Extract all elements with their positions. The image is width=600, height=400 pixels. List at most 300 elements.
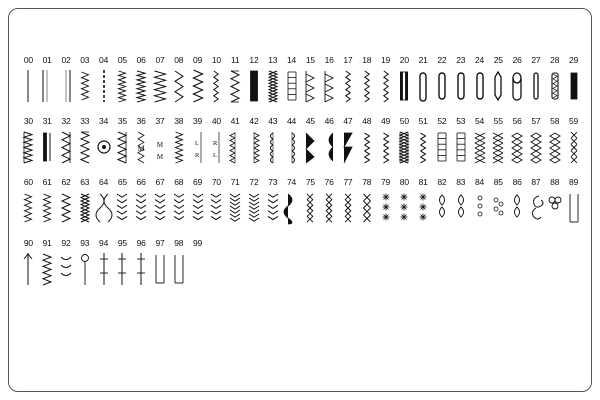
stitch-cell[interactable] [395, 177, 414, 228]
stitch-number-label: 23 [456, 55, 466, 65]
stitch-cell[interactable] [263, 177, 282, 228]
stitch-cell[interactable] [57, 55, 76, 106]
stitch-pattern-icon [377, 188, 395, 228]
stitch-pattern-icon [151, 127, 169, 167]
stitch-cell[interactable] [245, 55, 264, 106]
stitch-pattern-icon [170, 188, 188, 228]
stitch-cell[interactable] [94, 177, 113, 228]
stitch-cell[interactable] [545, 55, 564, 106]
stitch-number-label: 52 [437, 116, 447, 126]
stitch-pattern-icon [226, 66, 244, 106]
stitch-number-label: 20 [399, 55, 409, 65]
stitch-number-label: 01 [42, 55, 52, 65]
stitch-cell[interactable] [188, 177, 207, 228]
stitch-pattern-icon [358, 127, 376, 167]
stitch-number-label: 48 [362, 116, 372, 126]
stitch-number-label: 17 [343, 55, 353, 65]
stitch-pattern-icon [527, 66, 545, 106]
svg-text:M: M [137, 144, 145, 153]
stitch-cell[interactable] [151, 116, 170, 167]
svg-text:M: M [156, 141, 164, 149]
stitch-cell[interactable] [527, 177, 546, 228]
stitch-number-label: 29 [568, 55, 579, 65]
stitch-number-label: 99 [193, 238, 203, 248]
stitch-cell[interactable] [414, 177, 433, 228]
stitch-pattern-icon [546, 66, 564, 106]
stitch-number-label: 97 [155, 238, 165, 248]
stitch-cell[interactable] [320, 55, 339, 106]
stitch-pattern-icon [189, 66, 207, 106]
stitch-cell[interactable] [433, 177, 452, 228]
stitch-cell[interactable] [207, 177, 226, 228]
stitch-cell[interactable] [151, 55, 170, 106]
stitch-number-label: 82 [437, 177, 447, 187]
stitch-cell[interactable] [376, 116, 395, 167]
stitch-pattern-icon [264, 188, 282, 228]
stitch-cell[interactable] [57, 116, 76, 167]
stitch-cell[interactable] [207, 116, 226, 167]
stitch-number-label: 75 [305, 177, 315, 187]
stitch-cell[interactable] [470, 116, 489, 167]
stitch-cell[interactable] [226, 116, 245, 167]
stitch-number-label: 49 [381, 116, 391, 126]
stitch-cell[interactable] [132, 55, 151, 106]
stitch-pattern-icon [57, 66, 75, 106]
stitch-pattern-icon [19, 127, 37, 167]
stitch-pattern-icon [132, 188, 150, 228]
stitch-pattern-icon [245, 66, 263, 106]
stitch-pattern-icon [19, 66, 37, 106]
stitch-number-label: 67 [155, 177, 165, 187]
stitch-pattern-icon [527, 188, 545, 228]
stitch-row [19, 55, 583, 106]
stitch-pattern-icon [132, 127, 150, 167]
stitch-cell[interactable] [94, 116, 113, 167]
stitch-pattern-icon [452, 188, 470, 228]
stitch-cell[interactable] [207, 55, 226, 106]
stitch-pattern-icon [527, 127, 545, 167]
stitch-pattern-icon [471, 66, 489, 106]
stitch-number-label: 31 [42, 116, 52, 126]
stitch-cell[interactable] [188, 238, 207, 289]
stitch-cell[interactable] [282, 116, 301, 167]
stitch-pattern-icon [358, 188, 376, 228]
stitch-number-label: 72 [249, 177, 259, 187]
stitch-pattern-icon [19, 249, 37, 289]
stitch-chart-panel [8, 8, 592, 392]
stitch-pattern-icon [546, 127, 564, 167]
stitch-cell[interactable] [19, 55, 38, 106]
stitch-pattern-icon [452, 127, 470, 167]
stitch-pattern-icon [339, 66, 357, 106]
stitch-number-label: 60 [23, 177, 33, 187]
stitch-cell[interactable] [57, 177, 76, 228]
stitch-pattern-icon [207, 188, 225, 228]
stitch-cell[interactable] [113, 238, 132, 289]
stitch-number-label: 90 [23, 238, 33, 248]
stitch-pattern-icon [264, 66, 282, 106]
stitch-pattern-icon [189, 188, 207, 228]
stitch-cell[interactable] [38, 55, 57, 106]
stitch-number-label: 30 [23, 116, 33, 126]
stitch-pattern-icon [339, 127, 357, 167]
stitch-pattern-icon [132, 249, 150, 289]
stitch-pattern-icon [546, 188, 564, 228]
svg-text:R: R [213, 140, 218, 147]
stitch-cell[interactable] [19, 177, 38, 228]
stitch-cell[interactable] [339, 55, 358, 106]
stitch-number-label: 55 [493, 116, 503, 126]
stitch-cell[interactable] [132, 238, 151, 289]
stitch-cell[interactable] [545, 116, 564, 167]
stitch-cell[interactable] [527, 55, 546, 106]
stitch-cell[interactable] [451, 55, 470, 106]
stitch-pattern-icon [57, 188, 75, 228]
stitch-number-label: 98 [174, 238, 184, 248]
stitch-pattern-icon [508, 127, 526, 167]
stitch-pattern-icon [57, 127, 75, 167]
stitch-cell[interactable] [245, 177, 264, 228]
stitch-number-label: 53 [456, 116, 466, 126]
stitch-number-label: 08 [174, 55, 184, 65]
stitch-cell[interactable] [282, 55, 301, 106]
stitch-cell[interactable] [301, 177, 320, 228]
stitch-pattern-icon [377, 66, 395, 106]
stitch-number-label: 03 [80, 55, 90, 65]
stitch-cell[interactable] [433, 116, 452, 167]
stitch-pattern-icon [339, 188, 357, 228]
stitch-pattern-icon [433, 66, 451, 106]
stitch-pattern-icon [489, 188, 507, 228]
stitch-cell[interactable] [75, 238, 94, 289]
stitch-pattern-icon [301, 188, 319, 228]
stitch-cell[interactable] [113, 177, 132, 228]
stitch-number-label: 85 [493, 177, 503, 187]
stitch-pattern-icon [95, 127, 113, 167]
stitch-number-label: 96 [136, 238, 146, 248]
stitch-cell[interactable] [226, 177, 245, 228]
stitch-pattern-icon [95, 188, 113, 228]
stitch-number-label: 44 [287, 116, 297, 126]
stitch-pattern-icon [283, 127, 301, 167]
stitch-cell[interactable] [188, 55, 207, 106]
stitch-number-label: 59 [568, 116, 579, 126]
stitch-cell[interactable] [19, 116, 38, 167]
stitch-cell[interactable] [113, 116, 132, 167]
stitch-cell[interactable] [564, 55, 583, 106]
stitch-cell[interactable] [395, 55, 414, 106]
stitch-pattern-icon [395, 188, 413, 228]
stitch-pattern-icon [565, 66, 583, 106]
stitch-number-label: 63 [80, 177, 90, 187]
stitch-pattern-icon [508, 188, 526, 228]
stitch-number-label: 56 [512, 116, 522, 126]
stitch-pattern-icon [471, 127, 489, 167]
stitch-number-label: 94 [99, 238, 109, 248]
stitch-cell[interactable] [357, 55, 376, 106]
stitch-cell[interactable] [414, 116, 433, 167]
stitch-cell[interactable] [132, 177, 151, 228]
stitch-number-label: 18 [362, 55, 372, 65]
stitch-cell[interactable] [433, 55, 452, 106]
stitch-number-label: 32 [61, 116, 71, 126]
stitch-pattern-icon [132, 66, 150, 106]
stitch-cell[interactable] [226, 55, 245, 106]
stitch-pattern-icon [76, 249, 94, 289]
stitch-number-label: 54 [474, 116, 485, 126]
stitch-pattern-icon [151, 66, 169, 106]
stitch-pattern-icon [245, 188, 263, 228]
stitch-number-label: 79 [381, 177, 391, 187]
stitch-cell[interactable] [245, 116, 264, 167]
stitch-pattern-icon [113, 127, 131, 167]
stitch-number-label: 39 [193, 116, 203, 126]
stitch-pattern-icon [170, 249, 188, 289]
stitch-pattern-icon [151, 188, 169, 228]
stitch-number-label: 93 [80, 238, 90, 248]
stitch-cell[interactable] [320, 177, 339, 228]
stitch-number-label: 88 [550, 177, 560, 187]
stitch-number-label: 07 [155, 55, 165, 65]
stitch-cell[interactable] [282, 177, 301, 228]
stitch-pattern-icon [301, 66, 319, 106]
stitch-number-label: 51 [418, 116, 428, 126]
stitch-pattern-icon [189, 249, 207, 289]
stitch-number-label: 69 [193, 177, 203, 187]
stitch-cell[interactable] [508, 55, 527, 106]
stitch-number-label: 66 [136, 177, 146, 187]
stitch-pattern-icon [76, 66, 94, 106]
stitch-number-label: 27 [531, 55, 541, 65]
stitch-cell[interactable] [489, 116, 508, 167]
stitch-number-label: 36 [136, 116, 146, 126]
stitch-number-label: 70 [211, 177, 221, 187]
stitch-pattern-icon [189, 127, 207, 167]
stitch-number-label: 77 [343, 177, 353, 187]
stitch-number-label: 43 [268, 116, 278, 126]
stitch-number-label: 64 [99, 177, 109, 187]
stitch-number-label: 06 [136, 55, 146, 65]
stitch-pattern-icon [414, 127, 432, 167]
stitch-cell[interactable] [414, 55, 433, 106]
stitch-number-label: 83 [456, 177, 466, 187]
stitch-pattern-icon [170, 66, 188, 106]
stitch-pattern-icon [38, 188, 56, 228]
stitch-number-label: 74 [287, 177, 297, 187]
stitch-number-label: 86 [512, 177, 522, 187]
stitch-cell[interactable] [564, 177, 583, 228]
stitch-cell[interactable] [376, 177, 395, 228]
stitch-cell[interactable] [75, 116, 94, 167]
stitch-pattern-icon [38, 66, 56, 106]
stitch-cell[interactable] [38, 177, 57, 228]
stitch-pattern-icon [320, 127, 338, 167]
stitch-cell[interactable] [320, 116, 339, 167]
stitch-number-label: 35 [117, 116, 127, 126]
stitch-pattern-icon [283, 66, 301, 106]
stitch-cell[interactable] [188, 116, 207, 167]
stitch-row [19, 177, 583, 228]
stitch-cell[interactable] [151, 177, 170, 228]
stitch-number-label: 89 [568, 177, 579, 187]
stitch-pattern-icon [207, 127, 225, 167]
stitch-pattern-icon [226, 188, 244, 228]
stitch-pattern-icon [38, 127, 56, 167]
stitch-pattern-icon [320, 66, 338, 106]
stitch-number-label: 15 [305, 55, 315, 65]
stitch-cell[interactable] [301, 55, 320, 106]
stitch-pattern-icon [264, 127, 282, 167]
stitch-number-label: 02 [61, 55, 71, 65]
stitch-number-label: 91 [42, 238, 52, 248]
stitch-number-label: 41 [230, 116, 240, 126]
stitch-number-label: 40 [211, 116, 221, 126]
stitch-pattern-icon [471, 188, 489, 228]
stitch-pattern-icon [57, 249, 75, 289]
stitch-number-label: 26 [512, 55, 522, 65]
stitch-cell[interactable] [94, 238, 113, 289]
stitch-cell[interactable] [263, 55, 282, 106]
stitch-pattern-icon [113, 188, 131, 228]
svg-text:R: R [194, 152, 199, 159]
stitch-pattern-icon [226, 127, 244, 167]
stitch-number-label: 11 [230, 55, 240, 65]
stitch-pattern-icon [151, 249, 169, 289]
stitch-pattern-icon [245, 127, 263, 167]
stitch-cell[interactable] [75, 177, 94, 228]
stitch-pattern-icon [76, 188, 94, 228]
stitch-cell[interactable] [94, 55, 113, 106]
stitch-number-label: 16 [324, 55, 334, 65]
stitch-number-label: 13 [268, 55, 278, 65]
svg-text:L: L [213, 152, 218, 159]
stitch-pattern-icon [95, 66, 113, 106]
stitch-cell[interactable] [169, 177, 188, 228]
stitch-pattern-icon [433, 127, 451, 167]
stitch-number-label: 61 [42, 177, 52, 187]
svg-text:M: M [156, 153, 164, 161]
stitch-cell[interactable] [470, 55, 489, 106]
stitch-number-label: 80 [399, 177, 409, 187]
stitch-cell[interactable] [489, 55, 508, 106]
stitch-number-label: 73 [268, 177, 278, 187]
stitch-cell[interactable] [301, 116, 320, 167]
stitch-number-label: 04 [99, 55, 109, 65]
stitch-cell[interactable] [376, 55, 395, 106]
stitch-cell[interactable] [113, 55, 132, 106]
stitch-cell[interactable] [169, 55, 188, 106]
stitch-cell[interactable] [470, 177, 489, 228]
stitch-cell[interactable] [451, 177, 470, 228]
stitch-number-label: 37 [155, 116, 165, 126]
stitch-number-label: 05 [117, 55, 127, 65]
stitch-pattern-icon [452, 66, 470, 106]
stitch-cell[interactable] [38, 116, 57, 167]
stitch-cell[interactable] [339, 177, 358, 228]
stitch-cell[interactable] [564, 116, 583, 167]
stitch-number-label: 65 [117, 177, 127, 187]
stitch-number-label: 50 [399, 116, 409, 126]
stitch-pattern-icon [565, 188, 583, 228]
stitch-cell[interactable] [357, 177, 376, 228]
stitch-cell[interactable] [508, 116, 527, 167]
stitch-cell[interactable] [508, 177, 527, 228]
stitch-number-label: 46 [324, 116, 334, 126]
stitch-number-label: 58 [550, 116, 560, 126]
stitch-number-label: 00 [23, 55, 33, 65]
stitch-number-label: 28 [550, 55, 560, 65]
stitch-number-label: 42 [249, 116, 259, 126]
stitch-number-label: 87 [531, 177, 541, 187]
stitch-pattern-icon [113, 249, 131, 289]
stitch-pattern-icon [301, 127, 319, 167]
stitch-number-label: 92 [61, 238, 71, 248]
stitch-cell[interactable] [545, 177, 564, 228]
stitch-cell[interactable] [263, 116, 282, 167]
stitch-cell[interactable] [169, 238, 188, 289]
stitch-number-label: 19 [381, 55, 391, 65]
stitch-cell[interactable] [151, 238, 170, 289]
stitch-pattern-icon [414, 66, 432, 106]
stitch-number-label: 38 [174, 116, 184, 126]
stitch-pattern-icon [414, 188, 432, 228]
stitch-cell[interactable] [395, 116, 414, 167]
stitch-number-label: 95 [117, 238, 127, 248]
svg-text:L: L [194, 140, 199, 147]
stitch-cell[interactable] [489, 177, 508, 228]
stitch-cell[interactable] [57, 238, 76, 289]
stitch-row [19, 116, 583, 167]
stitch-number-label: 78 [362, 177, 372, 187]
stitch-number-label: 09 [193, 55, 203, 65]
stitch-pattern-icon [489, 66, 507, 106]
stitch-cell[interactable] [527, 116, 546, 167]
stitch-number-label: 10 [211, 55, 221, 65]
stitch-number-label: 81 [418, 177, 428, 187]
stitch-cell[interactable] [132, 116, 151, 167]
stitch-pattern-icon [113, 66, 131, 106]
stitch-cell[interactable] [451, 116, 470, 167]
stitch-row [19, 238, 583, 289]
stitch-pattern-icon [358, 66, 376, 106]
stitch-number-label: 57 [531, 116, 541, 126]
stitch-cell[interactable] [38, 238, 57, 289]
stitch-pattern-icon [19, 188, 37, 228]
stitch-table [19, 55, 583, 299]
stitch-pattern-icon [170, 127, 188, 167]
stitch-pattern-icon [95, 249, 113, 289]
stitch-number-label: 34 [99, 116, 109, 126]
stitch-cell[interactable] [19, 238, 38, 289]
stitch-number-label: 47 [343, 116, 353, 126]
stitch-pattern-icon [565, 127, 583, 167]
stitch-cell[interactable] [357, 116, 376, 167]
stitch-number-label: 25 [493, 55, 503, 65]
stitch-number-label: 12 [249, 55, 259, 65]
stitch-number-label: 45 [305, 116, 315, 126]
stitch-number-label: 21 [418, 55, 428, 65]
stitch-number-label: 22 [437, 55, 447, 65]
stitch-cell[interactable] [75, 55, 94, 106]
stitch-number-label: 62 [61, 177, 71, 187]
stitch-cell[interactable] [169, 116, 188, 167]
stitch-pattern-icon [489, 127, 507, 167]
stitch-pattern-icon [395, 127, 413, 167]
stitch-pattern-icon [283, 188, 301, 228]
stitch-cell[interactable] [339, 116, 358, 167]
stitch-number-label: 24 [474, 55, 485, 65]
stitch-number-label: 33 [80, 116, 90, 126]
